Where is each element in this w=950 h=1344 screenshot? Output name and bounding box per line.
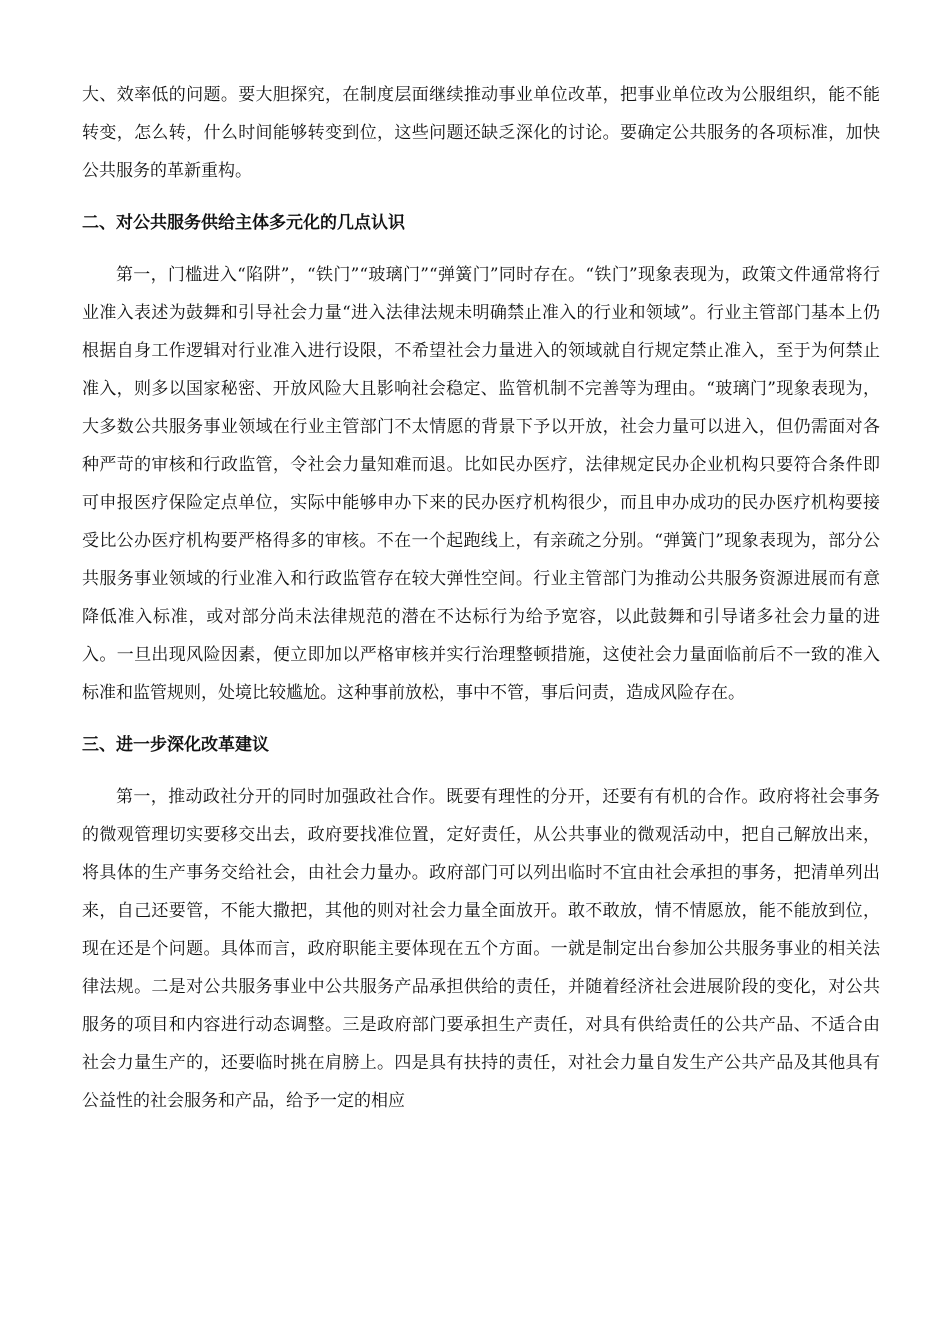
- section-2-heading: 二、对公共服务供给主体多元化的几点认识: [82, 213, 405, 233]
- section-3-paragraph: 第一，推动政社分开的同时加强政社合作。既要有理性的分开，还要有有机的合作。政府将社会事务的微观管理切实要移交出去，政府要找准位置，定好责任，从公共事业的微观活动中，把自己解放出来，将具体的生产事务交给社会，由社会力量办。政府部门可以列出临时不宜由社会承担的事务，把清单列出来，自己还要管，不能大撒把，其他的则对社会力量全面放开。敢不敢放，情不情愿放，能不能放到位，现在还是个问题。具体而言，政府职能主要体现在五个方面。一就是制定出台参加公共服务事业的相关法律法规。二是对公共服务事业中公共服务产品承担供给的责任，并随着经济社会进展阶段的变化，对公共服务的项目和内容进行动态调整。三是政府部门要承担生产责任，对具有供给责任的公共产品、不适合由社会力量生产的，还要临时挑在肩膀上。四是具有扶持的责任，对社会力量自发生产公共产品及其他具有公益性的社会服务和产品，给予一定的相应: [82, 787, 880, 1111]
- intro-paragraph: 大、效率低的问题。要大胆探究，在制度层面继续推动事业单位改革，把事业单位改为公服组织，能不能转变，怎么转，什么时间能够转变到位，这些问题还缺乏深化的讨论。要确定公共服务的各项标准，加快公共服务的革新重构。: [82, 85, 880, 181]
- section-2-paragraph: 第一，门槛进入“陷阱”，“铁门”“玻璃门”“弹簧门”同时存在。“铁门”现象表现为，政策文件通常将行业准入表述为鼓舞和引导社会力量“进入法律法规未明确禁止准入的行业和领域”。行业主管部门基本上仍根据自身工作逻辑对行业准入进行设限，不希望社会力量进入的领域就自行规定禁止准入，至于为何禁止准入，则多以国家秘密、开放风险大且影响社会稳定、监管机制不完善等为理由。“玻璃门”现象表现为，大多数公共服务事业领域在行业主管部门不太情愿的背景下予以开放，社会力量可以进入，但仍需面对各种严苛的审核和行政监管，令社会力量知难而退。比如民办医疗，法律规定民办企业机构只要符合条件即可申报医疗保险定点单位，实际中能够申办下来的民办医疗机构很少，而且申办成功的民办医疗机构要接受比公办医疗机构要严格得多的审核。不在一个起跑线上，有亲疏之分别。“弹簧门”现象表现为，部分公共服务事业领域的行业准入和行政监管存在较大弹性空间。行业主管部门为推动公共服务资源进展而有意降低准入标准，或对部分尚未法律规范的潜在不达标行为给予宽容，以此鼓舞和引导诸多社会力量的进入。一旦出现风险因素，便立即加以严格审核并实行治理整顿措施，这使社会力量面临前后不一致的准入标准和监管规则，处境比较尴尬。这种事前放松，事中不管，事后问责，造成风险存在。: [82, 265, 880, 703]
- section-3-heading: 三、进一步深化改革建议: [82, 735, 269, 755]
- document-page: [82, 76, 880, 1120]
